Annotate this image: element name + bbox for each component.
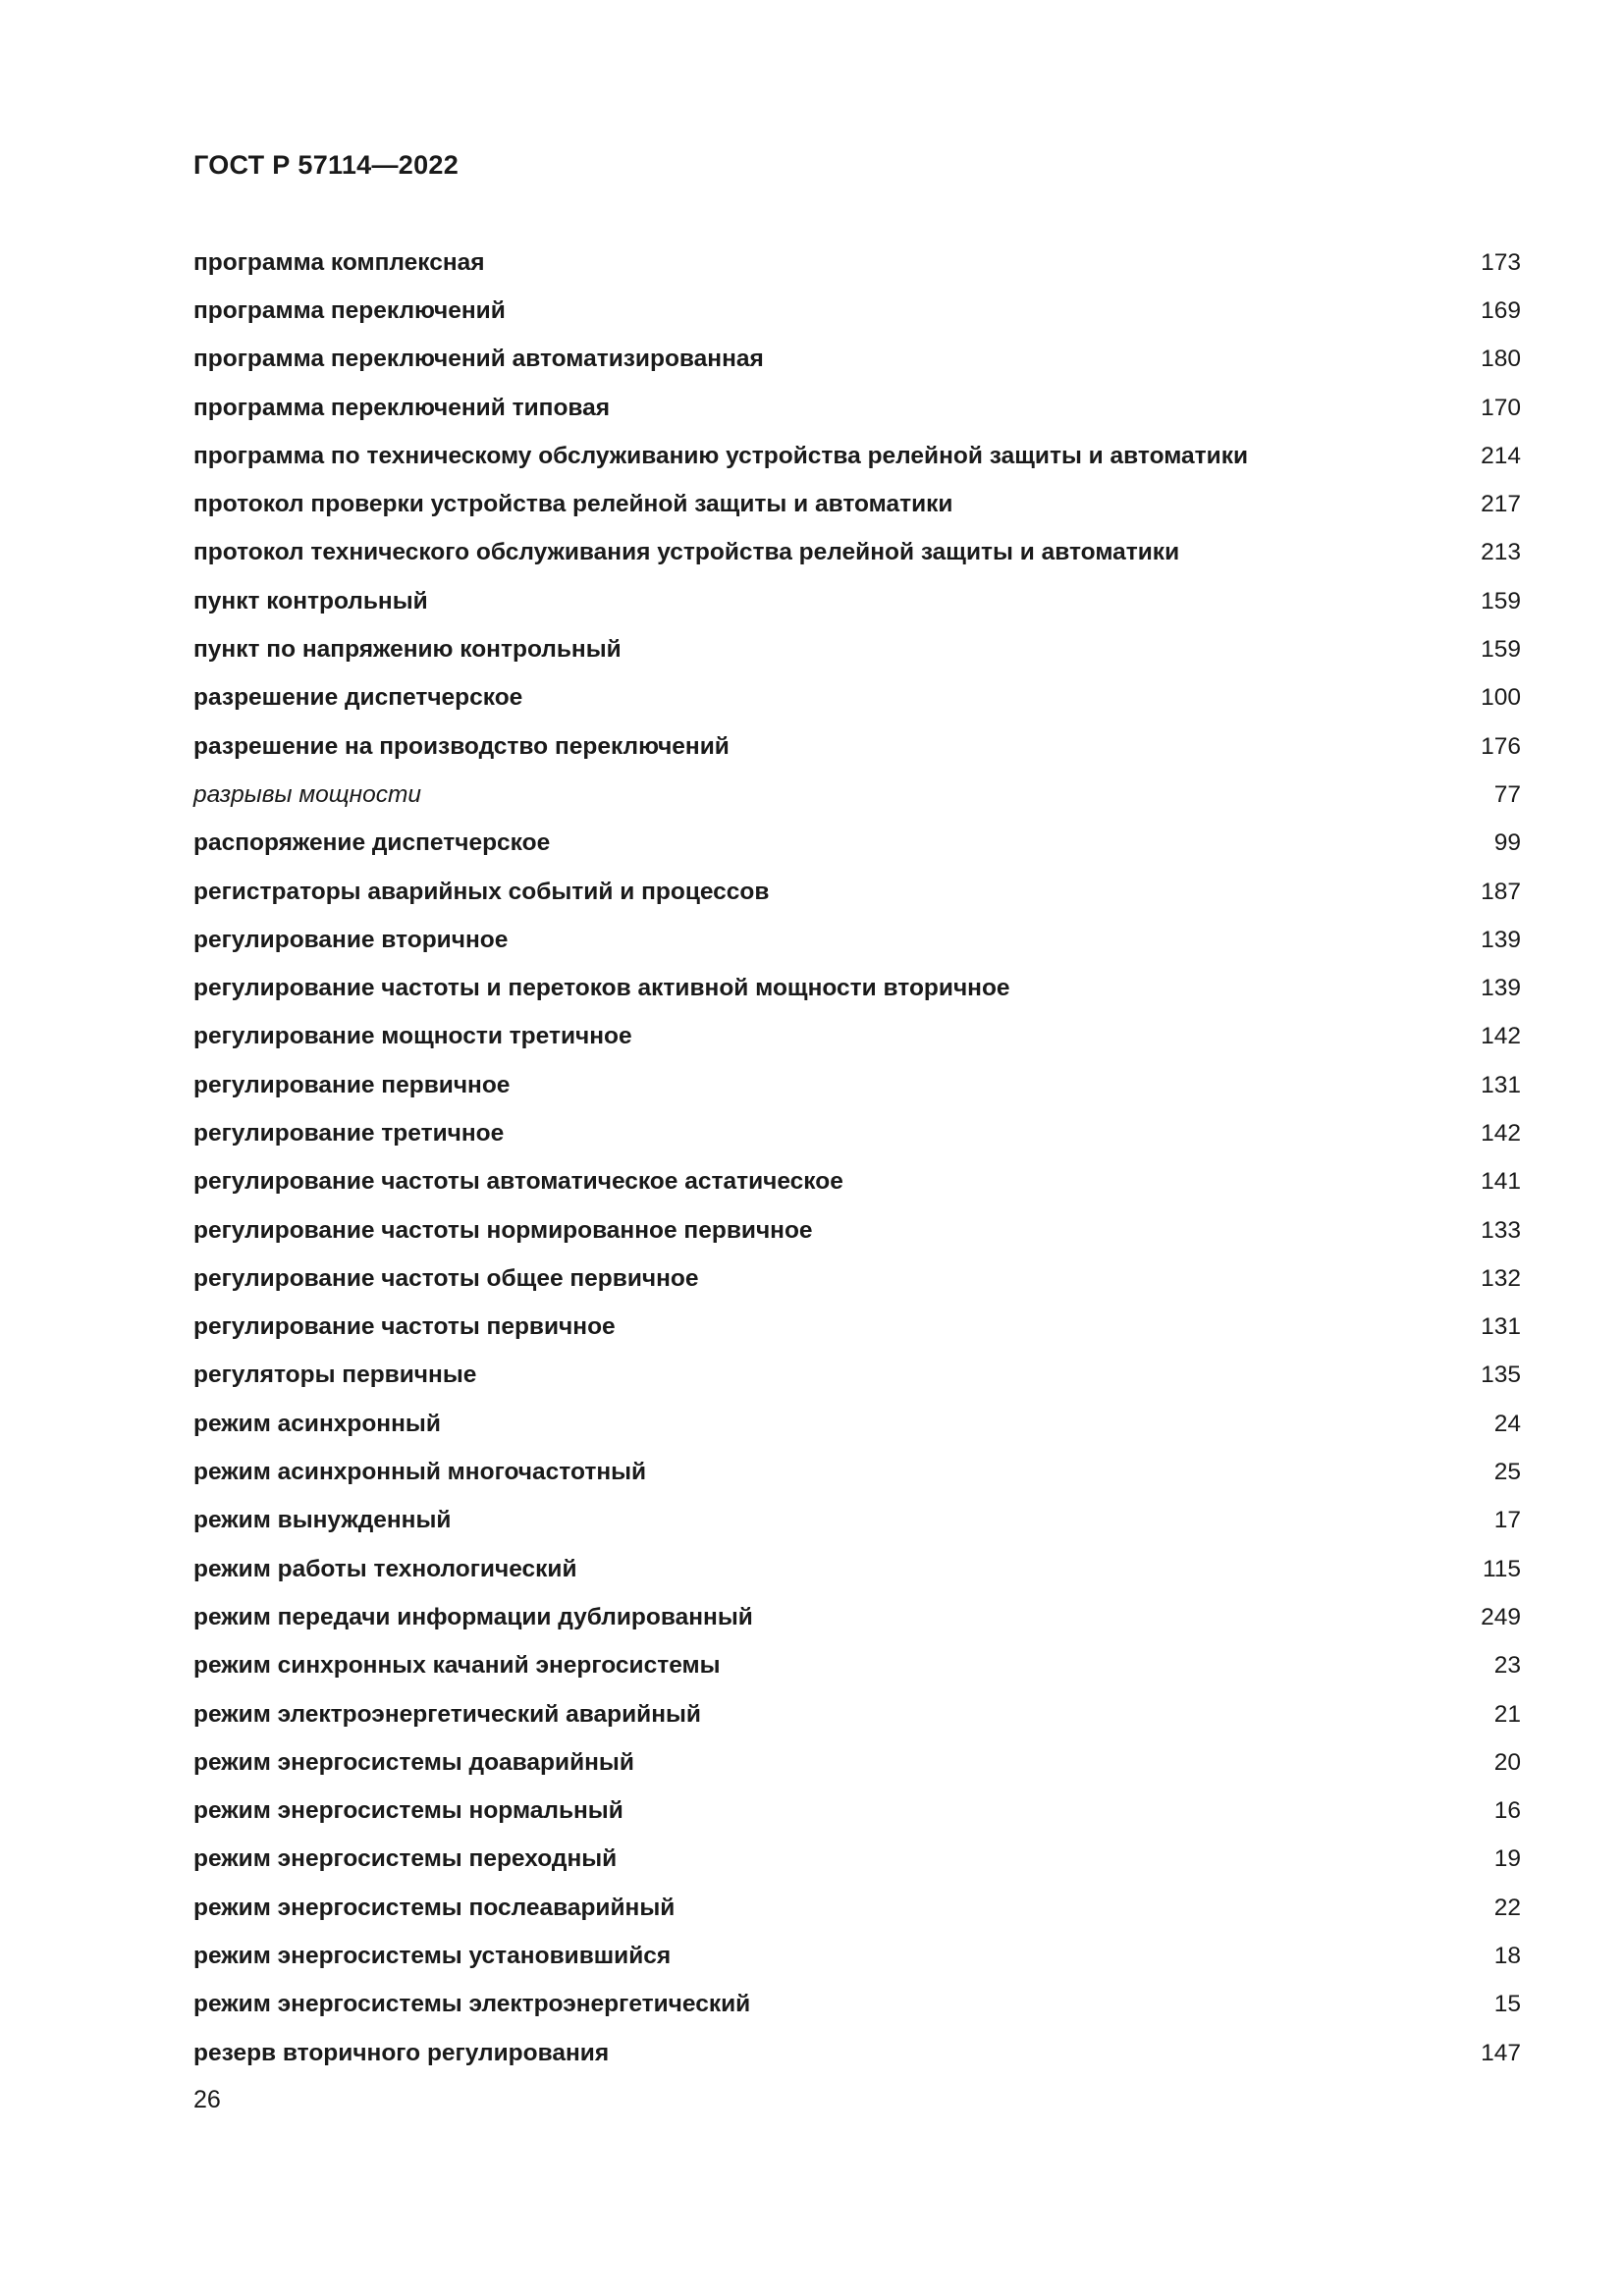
index-entry [193,432,1521,480]
index-term: регуляторы первичные [193,1362,477,1389]
index-entry [193,1642,1521,1690]
index-term: регулирование первичное [193,1071,511,1098]
index-page-reference: 23 [1493,1652,1521,1680]
index-entry [193,625,1521,673]
index-page-reference: 99 [1493,829,1521,857]
index-entry [193,1690,1521,1738]
index-entry [193,1158,1521,1206]
index-page-reference: 139 [1481,975,1521,1002]
index-entry [193,1497,1521,1545]
index-entry [193,820,1521,868]
index-page-reference: 139 [1481,926,1521,953]
index-page-reference: 20 [1493,1748,1521,1776]
index-page-reference: 18 [1493,1943,1521,1970]
index-term: протокол технического обслуживания устройства релейной защиты и автоматики [193,539,1180,566]
index-page-reference: 17 [1493,1507,1521,1534]
index-page-reference: 115 [1482,1555,1521,1582]
index-entry [193,1448,1521,1496]
index-term: программа по техническому обслуживанию устройства релейной защиты и автоматики [193,442,1249,469]
index-term: режим передачи информации дублированный [193,1603,753,1630]
index-term: режим работы технологический [193,1555,577,1582]
index-term: регулирование частоты общее первичное [193,1264,699,1292]
index-term: разрывы мощности [193,780,422,808]
index-term: пункт контрольный [193,587,428,614]
index-entry [193,916,1521,964]
index-term: режим асинхронный [193,1410,441,1437]
index-term: режим асинхронный многочастотный [193,1459,647,1486]
index-page-reference: 141 [1481,1168,1521,1196]
index-page-reference: 187 [1481,878,1521,905]
alphabetical-index-list [193,239,1521,2077]
index-page-reference: 132 [1481,1264,1521,1292]
index-entry [193,674,1521,722]
index-entry [193,964,1521,1012]
index-term: режим синхронных качаний энергосистемы [193,1652,721,1680]
index-entry [193,1836,1521,1884]
index-entry [193,480,1521,528]
index-term: регулирование третичное [193,1119,505,1147]
index-term: режим энергосистемы установившийся [193,1943,672,1970]
index-page-reference: 213 [1481,539,1521,566]
index-entry [193,771,1521,819]
index-entry [193,1013,1521,1061]
index-term: программа переключений типовая [193,394,611,421]
index-term: режим энергосистемы переходный [193,1845,618,1873]
index-entry [193,287,1521,335]
index-term: режим энергосистемы доаварийный [193,1748,634,1776]
index-entry [193,384,1521,432]
index-entry [193,336,1521,384]
index-term: регулирование частоты и перетоков активной мощности вторичное [193,975,1010,1002]
index-term: режим энергосистемы нормальный [193,1797,623,1825]
index-term: пункт по напряжению контрольный [193,636,622,664]
index-entry [193,722,1521,771]
index-term: распоряжение диспетчерское [193,829,551,857]
index-page-reference: 169 [1481,296,1521,324]
index-page-reference: 135 [1481,1362,1521,1389]
index-page-reference: 21 [1493,1700,1521,1728]
index-entry [193,239,1521,287]
index-page-reference: 77 [1493,780,1521,808]
index-page-reference: 142 [1481,1119,1521,1147]
index-page-reference: 217 [1481,491,1521,518]
index-page-reference: 147 [1481,2039,1521,2066]
index-term: резерв вторичного регулирования [193,2039,610,2066]
index-entry [193,1738,1521,1787]
index-term: регулирование частоты первичное [193,1313,616,1341]
index-term: регулирование вторичное [193,926,509,953]
index-entry [193,1255,1521,1303]
index-page-reference: 131 [1481,1313,1521,1341]
index-page-reference: 170 [1481,394,1521,421]
index-term: разрешение диспетчерское [193,684,523,712]
index-entry [193,1400,1521,1448]
index-entry [193,1593,1521,1641]
index-entry [193,1932,1521,1980]
index-page-reference: 159 [1481,636,1521,664]
index-entry [193,529,1521,577]
index-page-reference: 180 [1481,346,1521,373]
index-page-reference: 15 [1493,1991,1521,2018]
index-term: разрешение на производство переключений [193,732,730,760]
index-term: регистраторы аварийных событий и процессов [193,878,770,905]
index-term: протокол проверки устройства релейной защиты и автоматики [193,491,953,518]
index-entry [193,1352,1521,1400]
index-term: режим энергосистемы послеаварийный [193,1894,676,1921]
index-entry [193,1788,1521,1836]
index-entry [193,2029,1521,2077]
index-page-reference: 131 [1481,1071,1521,1098]
index-entry [193,1206,1521,1255]
index-term: режим энергосистемы электроэнергетический [193,1991,751,2018]
index-term: программа переключений [193,296,506,324]
index-term: режим вынужденный [193,1507,452,1534]
index-entry [193,577,1521,625]
index-term: программа комплексная [193,248,485,276]
index-page-reference: 22 [1493,1894,1521,1921]
index-entry [193,1304,1521,1352]
index-page-reference: 159 [1481,587,1521,614]
document-header: ГОСТ Р 57114—2022 [193,150,460,180]
index-term: программа переключений автоматизированная [193,346,764,373]
index-page-reference: 24 [1493,1410,1521,1437]
index-entry [193,1981,1521,2029]
index-page-reference: 249 [1481,1603,1521,1630]
index-page-reference: 142 [1481,1023,1521,1050]
index-term: регулирование частоты автоматическое астатическое [193,1168,843,1196]
index-page-reference: 173 [1481,248,1521,276]
index-page-reference: 214 [1481,442,1521,469]
index-term: регулирование мощности третичное [193,1023,632,1050]
page-number: 26 [193,2086,221,2113]
index-page-reference: 176 [1481,732,1521,760]
index-page-reference: 100 [1481,684,1521,712]
index-entry [193,1545,1521,1593]
index-page-reference: 19 [1493,1845,1521,1873]
index-entry [193,868,1521,916]
index-page-reference: 25 [1493,1459,1521,1486]
index-page-reference: 16 [1493,1797,1521,1825]
index-entry [193,1884,1521,1932]
index-entry [193,1109,1521,1157]
index-page-reference: 133 [1481,1216,1521,1244]
index-term: режим электроэнергетический аварийный [193,1700,701,1728]
index-entry [193,1061,1521,1109]
index-term: регулирование частоты нормированное первичное [193,1216,813,1244]
